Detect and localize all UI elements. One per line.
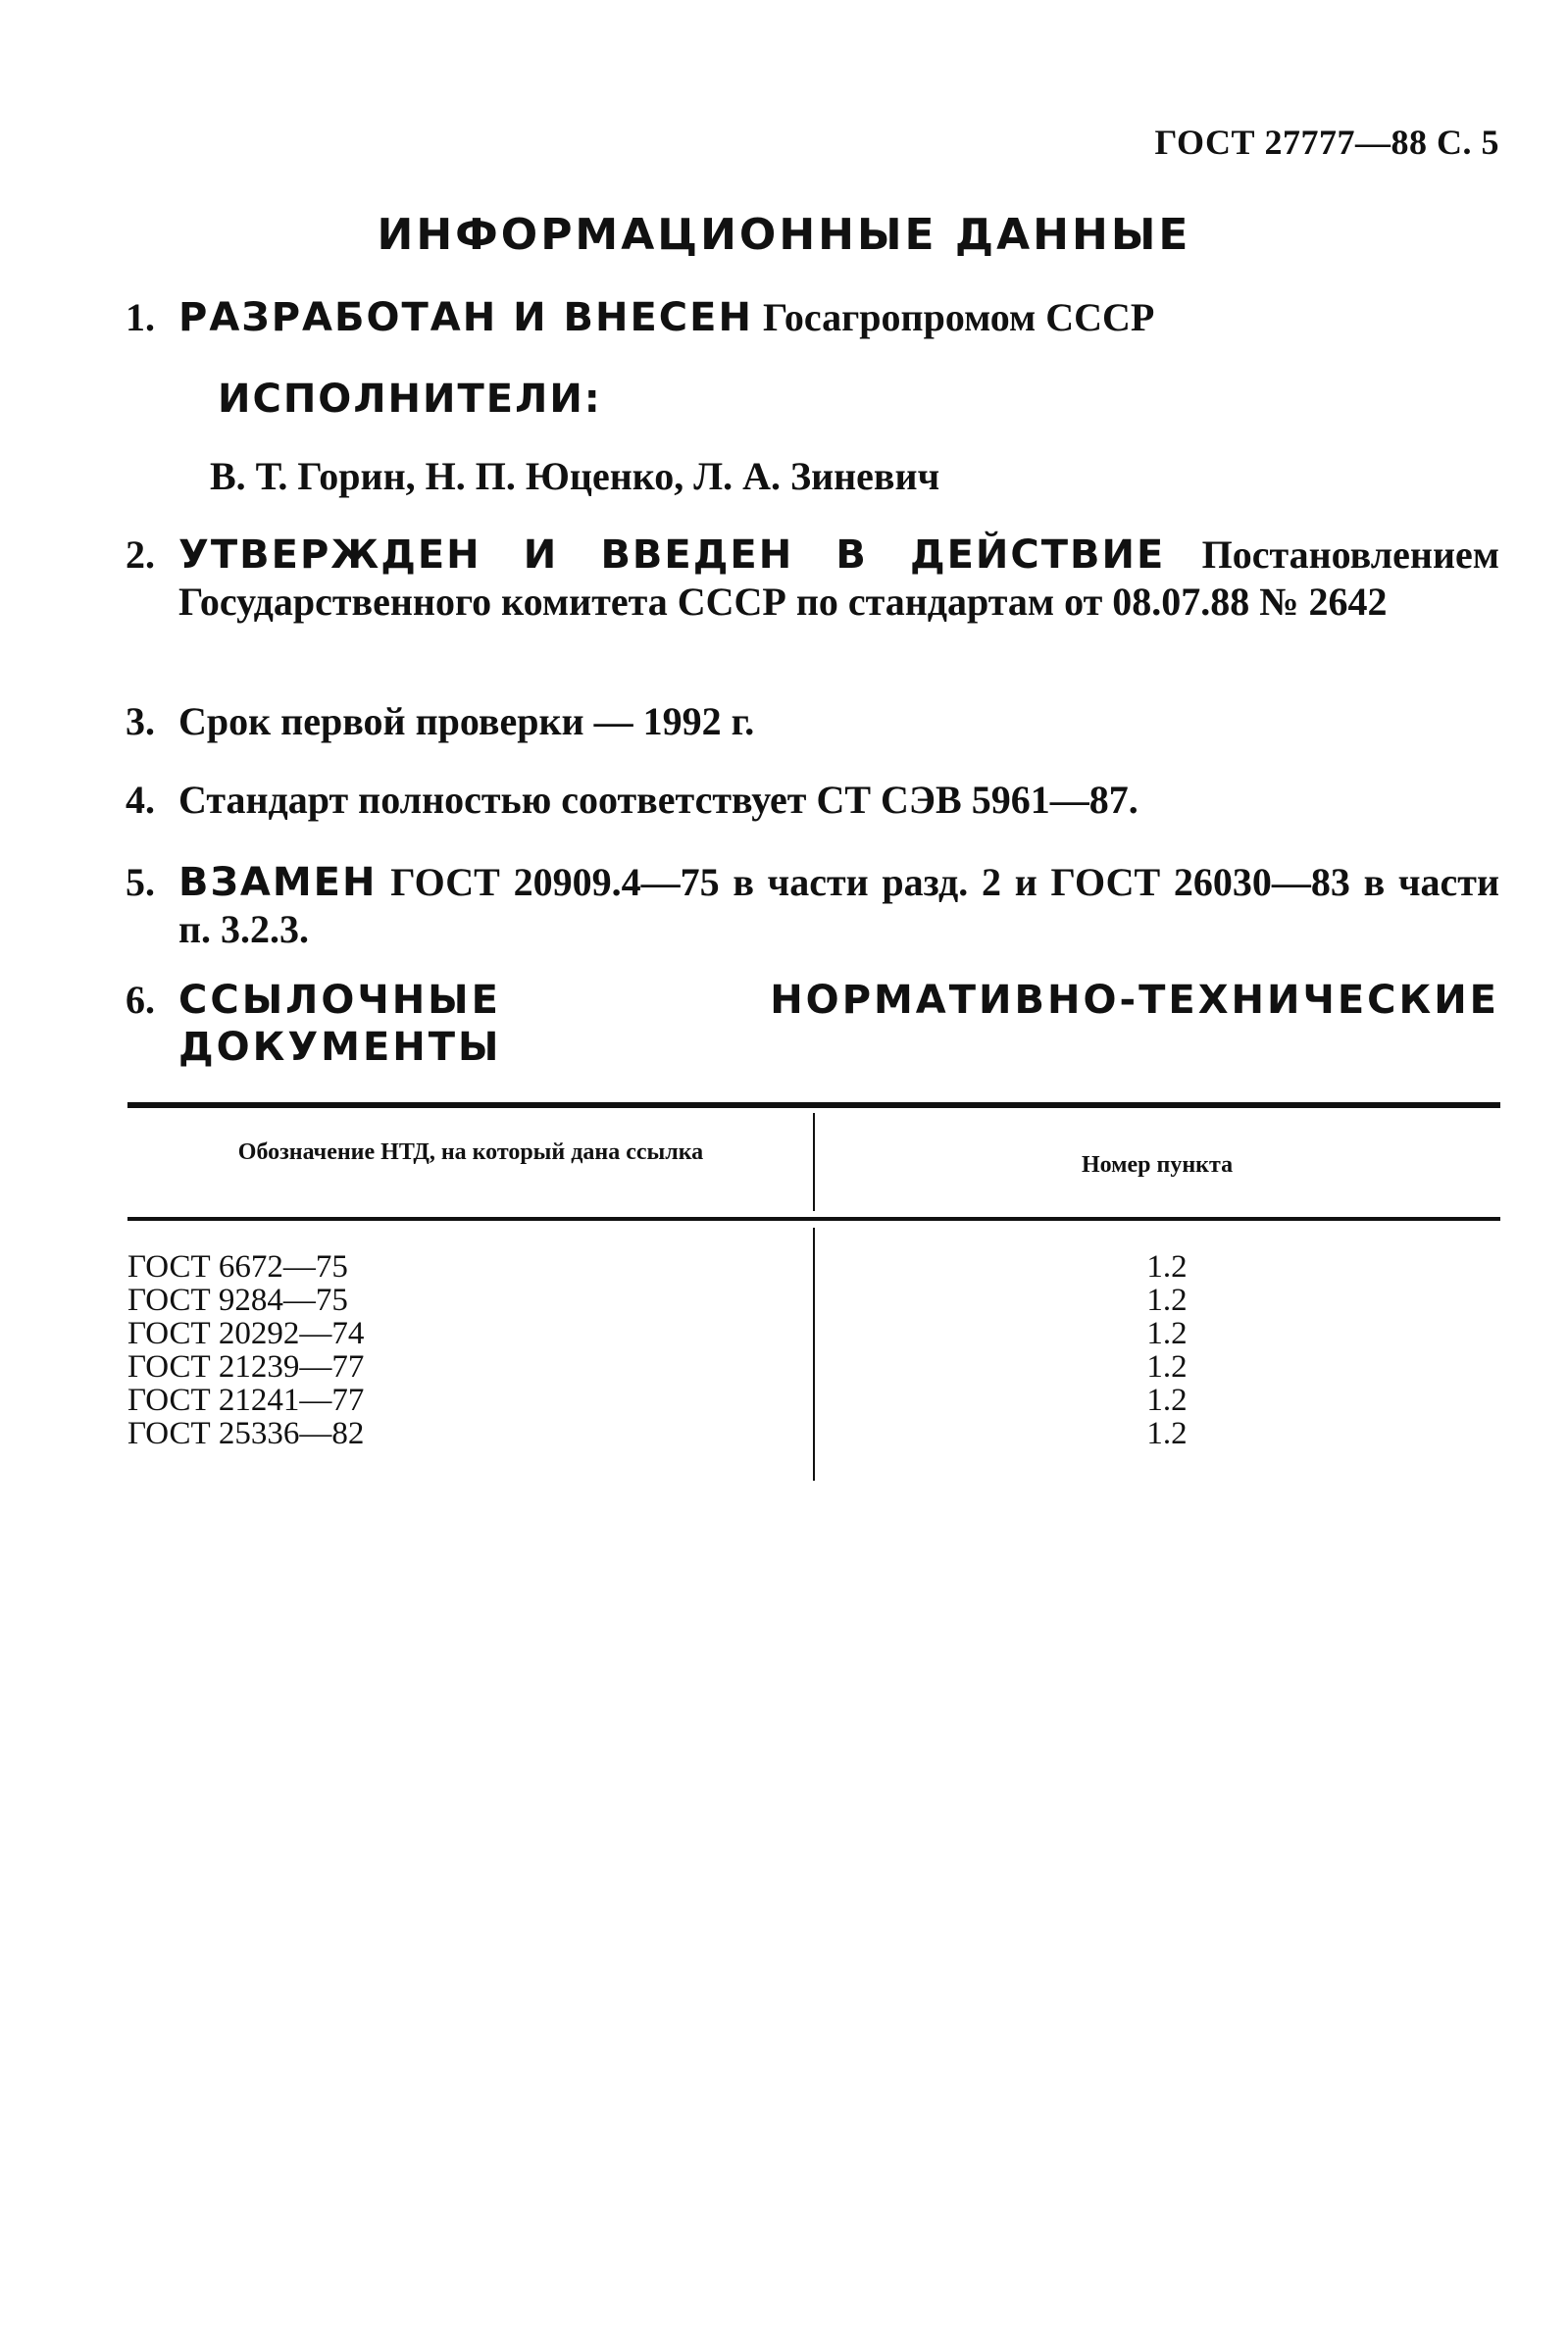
executors-label: ИСПОЛНИТЕЛИ: [218,377,602,422]
item-6-number: 6. [126,978,155,1022]
table-column-designation [127,1250,364,1450]
item-2 [178,531,1499,626]
executors-names: В. Т. Горин, Н. П. Юценко, Л. А. Зиневич [210,454,940,498]
table-header-divider [813,1113,815,1211]
table-cell-clause: 1.2 [1146,1316,1188,1351]
table-cell-designation: ГОСТ 20292—74 [127,1316,365,1351]
table-cell-clause: 1.2 [1146,1283,1188,1318]
table-cell-clause: 1.2 [1146,1349,1188,1385]
section-title: ИНФОРМАЦИОННЫЕ ДАННЫЕ [377,210,1191,260]
item-5-caps: ВЗАМЕН [178,860,378,905]
item-1 [178,294,1499,341]
table-cell-designation: ГОСТ 21241—77 [127,1383,365,1418]
item-5-number: 5. [126,860,155,904]
item-4-number: 4. [126,778,155,822]
table-header-clause: Номер пункта [1081,1152,1234,1178]
table-cell-clause: 1.2 [1146,1383,1188,1418]
item-5 [178,859,1499,953]
table-cell-designation: ГОСТ 9284—75 [127,1283,348,1318]
item-2-caps: УТВЕРЖДЕН И ВВЕДЕН В ДЕЙСТВИЕ [178,532,1166,578]
table-top-rule [127,1102,1500,1108]
table-body-divider [813,1228,815,1481]
item-1-text: Госагропромом СССР [762,295,1155,339]
item-1-number: 1. [126,295,155,339]
item-1-caps: РАЗРАБОТАН И ВНЕСЕН [178,295,753,340]
item-3-text: Срок первой проверки — 1992 г. [178,699,755,743]
item-4-text: Стандарт полностью соответствует СТ СЭВ 5961—87. [178,778,1138,822]
page-header: ГОСТ 27777—88 С. 5 [1154,123,1499,162]
table-cell-clause: 1.2 [1146,1416,1188,1451]
item-2-text: Постановлением Государственного комитета СССР по стандартам от 08.07.88 № 2642 [178,532,1499,624]
table-cell-designation: ГОСТ 21239—77 [127,1349,365,1385]
table-header-designation: Обозначение НТД, на который дана ссылка [237,1139,704,1165]
table-column-clause [1138,1250,1196,1450]
table-header-rule [127,1217,1500,1221]
table-cell-designation: ГОСТ 6672—75 [127,1249,348,1285]
item-6-caps: ССЫЛОЧНЫЕ НОРМАТИВНО-ТЕХНИЧЕСКИЕ ДОКУМЕНТЫ [178,978,1499,1070]
table-cell-designation: ГОСТ 25336—82 [127,1416,365,1451]
item-5-text: ГОСТ 20909.4—75 в части разд. 2 и ГОСТ 26030—83 в части п. 3.2.3. [178,860,1500,951]
table-cell-clause: 1.2 [1146,1249,1188,1285]
item-2-number: 2. [126,532,155,577]
item-3-number: 3. [126,699,155,743]
